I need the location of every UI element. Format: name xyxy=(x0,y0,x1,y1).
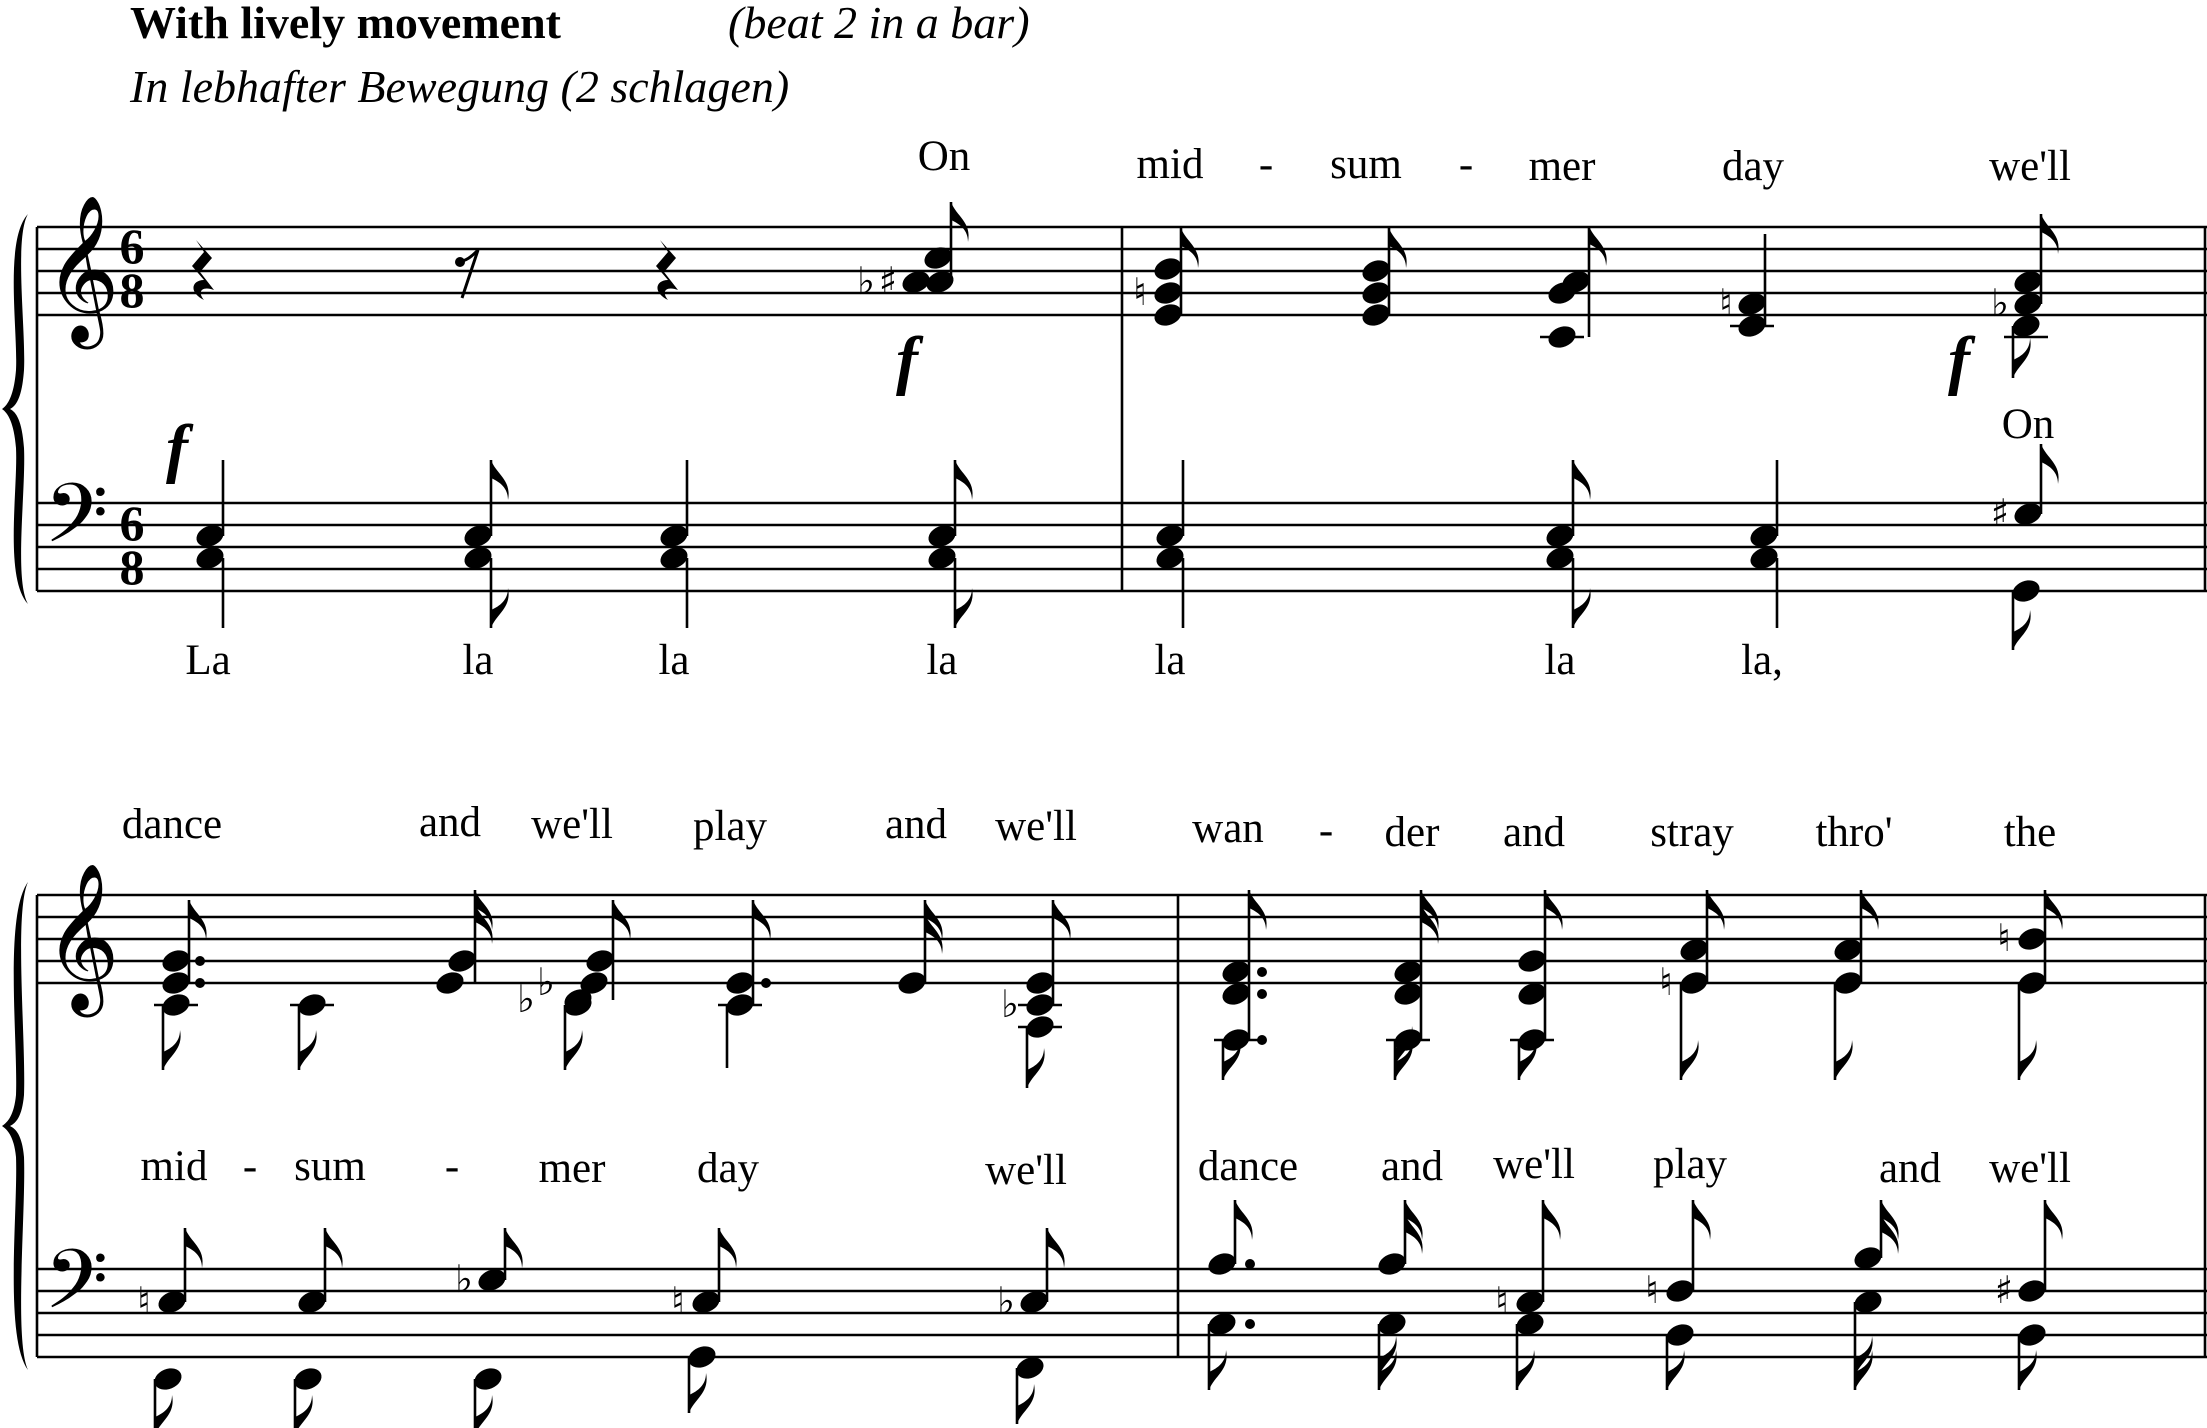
lyric-syllable: sum xyxy=(294,1143,366,1190)
lyric-hyphen: - xyxy=(1258,141,1274,188)
note-flag xyxy=(1235,1200,1253,1240)
lyric-syllable: and xyxy=(1502,809,1566,856)
lyric-syllable: dance xyxy=(121,801,223,848)
lyric-syllable: mid xyxy=(1136,141,1204,188)
lyric-hyphen: - xyxy=(1458,141,1474,188)
treble-clef-icon: 𝄞 xyxy=(44,194,120,343)
natural-icon: ♮ xyxy=(671,1279,685,1323)
note-flag xyxy=(475,1395,493,1428)
lyric-syllable: stray xyxy=(1650,809,1734,856)
lyric-syllable: mer xyxy=(538,1145,606,1192)
system-2-middle-lyrics xyxy=(141,1141,2071,1194)
bass-clef-icon: 𝄢 xyxy=(44,1231,109,1348)
lyric-syllable: we'll xyxy=(531,801,613,848)
system-1-upper-lyrics xyxy=(918,133,2071,190)
natural-icon: ♮ xyxy=(1133,270,1147,314)
lyric-syllable: and xyxy=(1878,1145,1942,1192)
lyric-syllable: dance xyxy=(1197,1143,1299,1190)
augmentation-dot xyxy=(1257,967,1267,977)
brace-icon xyxy=(2,882,28,1370)
system-2 xyxy=(2,799,2207,1428)
note-flag xyxy=(325,1228,343,1268)
note-flag xyxy=(2041,444,2059,484)
note-flag xyxy=(189,900,207,940)
augmentation-dot xyxy=(1257,1035,1267,1045)
augmentation-dot xyxy=(195,978,205,988)
flat-icon: ♭ xyxy=(857,259,875,303)
sharp-icon: ♯ xyxy=(1994,1268,2014,1312)
lyric-syllable: we'll xyxy=(1493,1141,1575,1188)
flat-icon: ♭ xyxy=(537,960,555,1004)
lyric-syllable: we'll xyxy=(995,803,1077,850)
augmentation-dot xyxy=(1257,989,1267,999)
system-2-upper-lyrics xyxy=(122,799,2056,856)
natural-icon: ♮ xyxy=(1645,1268,1659,1312)
augmentation-dot xyxy=(761,978,771,988)
lyric-syllable: and xyxy=(884,801,948,848)
note-flag xyxy=(1543,1200,1561,1240)
natural-icon: ♮ xyxy=(1997,916,2011,960)
note-flag xyxy=(565,1030,583,1070)
lyric-syllable: la xyxy=(1154,637,1186,684)
note-flag xyxy=(505,1228,523,1268)
natural-icon: ♮ xyxy=(137,1279,151,1323)
note-flag xyxy=(2045,1200,2063,1240)
lyric-syllable: La xyxy=(185,637,231,684)
note-flag xyxy=(955,460,973,500)
lyric-syllable: la xyxy=(462,637,494,684)
system-1-lower-lyrics xyxy=(185,637,1783,684)
flat-icon: ♭ xyxy=(455,1257,473,1301)
system-2-notes xyxy=(137,890,2062,1428)
note-flag xyxy=(2013,610,2031,650)
dynamic-forte: f xyxy=(1948,324,1970,397)
note-flag xyxy=(2019,1040,2037,1080)
time-sig-numerator: 6 xyxy=(119,218,145,274)
lyric-syllable: la xyxy=(658,637,690,684)
sharp-icon: ♯ xyxy=(878,259,898,303)
treble-staff-2 xyxy=(37,895,2207,983)
augmentation-dot xyxy=(1245,1259,1255,1269)
note-flag xyxy=(155,1395,173,1428)
lyric-syllable: play xyxy=(692,803,768,850)
natural-icon: ♮ xyxy=(1719,281,1733,325)
lyric-syllable: play xyxy=(1652,1141,1728,1188)
lyric-syllable: la xyxy=(1544,637,1576,684)
note-flag xyxy=(1589,226,1607,266)
lyric-syllable: der xyxy=(1384,809,1440,856)
dynamic-forte: f xyxy=(896,324,918,397)
note-flag xyxy=(491,460,509,500)
lyric-syllable: and xyxy=(1380,1143,1444,1190)
tempo-marking: With lively movement xyxy=(130,0,561,48)
note-flag xyxy=(1017,1384,1035,1424)
lyric-syllable: we'll xyxy=(1989,1145,2071,1192)
note-flag xyxy=(689,1373,707,1413)
flat-icon: ♭ xyxy=(997,1279,1015,1323)
note-flag xyxy=(1573,588,1591,628)
notehead xyxy=(433,968,466,997)
lyric-hyphen: - xyxy=(242,1143,258,1190)
bass-clef-icon: 𝄢 xyxy=(44,465,109,582)
lyric-syllable: wan xyxy=(1192,805,1264,852)
lyric-syllable: thro' xyxy=(1815,809,1893,856)
tempo-beat-note: (beat 2 in a bar) xyxy=(728,0,1030,48)
note-flag xyxy=(295,1395,313,1428)
time-sig-denominator-bass: 8 xyxy=(119,539,145,595)
lyric-syllable: la, xyxy=(1741,637,1783,684)
lyric-syllable: On xyxy=(917,133,971,180)
augmentation-dot xyxy=(1245,1319,1255,1329)
flat-icon: ♭ xyxy=(517,977,535,1021)
bass-staff-2 xyxy=(37,1269,2207,1357)
note-flag xyxy=(613,900,631,940)
note-flag xyxy=(719,1228,737,1268)
note-flag xyxy=(1573,460,1591,500)
time-sig-numerator-bass: 6 xyxy=(119,495,145,551)
sharp-icon: ♯ xyxy=(1990,491,2010,535)
natural-icon: ♮ xyxy=(1659,960,1673,1004)
lyric-syllable: sum xyxy=(1330,141,1402,188)
note-flag xyxy=(951,202,969,242)
flat-icon: ♭ xyxy=(1001,982,1019,1026)
note-flag xyxy=(955,588,973,628)
note-flag xyxy=(185,1228,203,1268)
lyric-hyphen: - xyxy=(444,1143,460,1190)
natural-icon: ♮ xyxy=(1495,1279,1509,1323)
note-flag xyxy=(1681,1040,1699,1080)
dynamic-forte: f xyxy=(166,412,188,485)
flat-icon: ♭ xyxy=(1991,281,2009,325)
lyric-syllable: day xyxy=(696,1145,760,1192)
augmentation-dot xyxy=(195,956,205,966)
note-flag xyxy=(1047,1228,1065,1268)
note-flag xyxy=(491,588,509,628)
system-1 xyxy=(2,133,2207,684)
note-flag xyxy=(1693,1200,1711,1240)
note-flag xyxy=(163,1030,181,1070)
lyric-syllable: the xyxy=(2003,809,2057,856)
lyric-syllable: mer xyxy=(1528,143,1596,190)
brace-icon xyxy=(2,214,28,604)
lyric-syllable: la xyxy=(926,637,958,684)
tempo-marking-german: In lebhafter Bewegung (2 schlagen) xyxy=(130,61,790,112)
lyric-hyphen: - xyxy=(1318,807,1334,854)
lyric-syllable: On xyxy=(2001,401,2055,448)
treble-clef-icon: 𝄞 xyxy=(44,862,120,1011)
note-flag xyxy=(1053,900,1071,940)
lyric-syllable: we'll xyxy=(985,1147,1067,1194)
lyric-syllable: mid xyxy=(140,1143,208,1190)
time-sig-denominator: 8 xyxy=(119,262,145,318)
note-flag xyxy=(1027,1048,1045,1088)
lyric-syllable: we'll xyxy=(1989,143,2071,190)
lyric-syllable: day xyxy=(1721,143,1785,190)
lyric-syllable: and xyxy=(418,799,482,846)
note-flag xyxy=(753,900,771,940)
note-flag xyxy=(2013,338,2031,378)
eighth-rest-dot xyxy=(455,257,465,267)
note-flag xyxy=(299,1030,317,1070)
note-flag xyxy=(1835,1040,1853,1080)
